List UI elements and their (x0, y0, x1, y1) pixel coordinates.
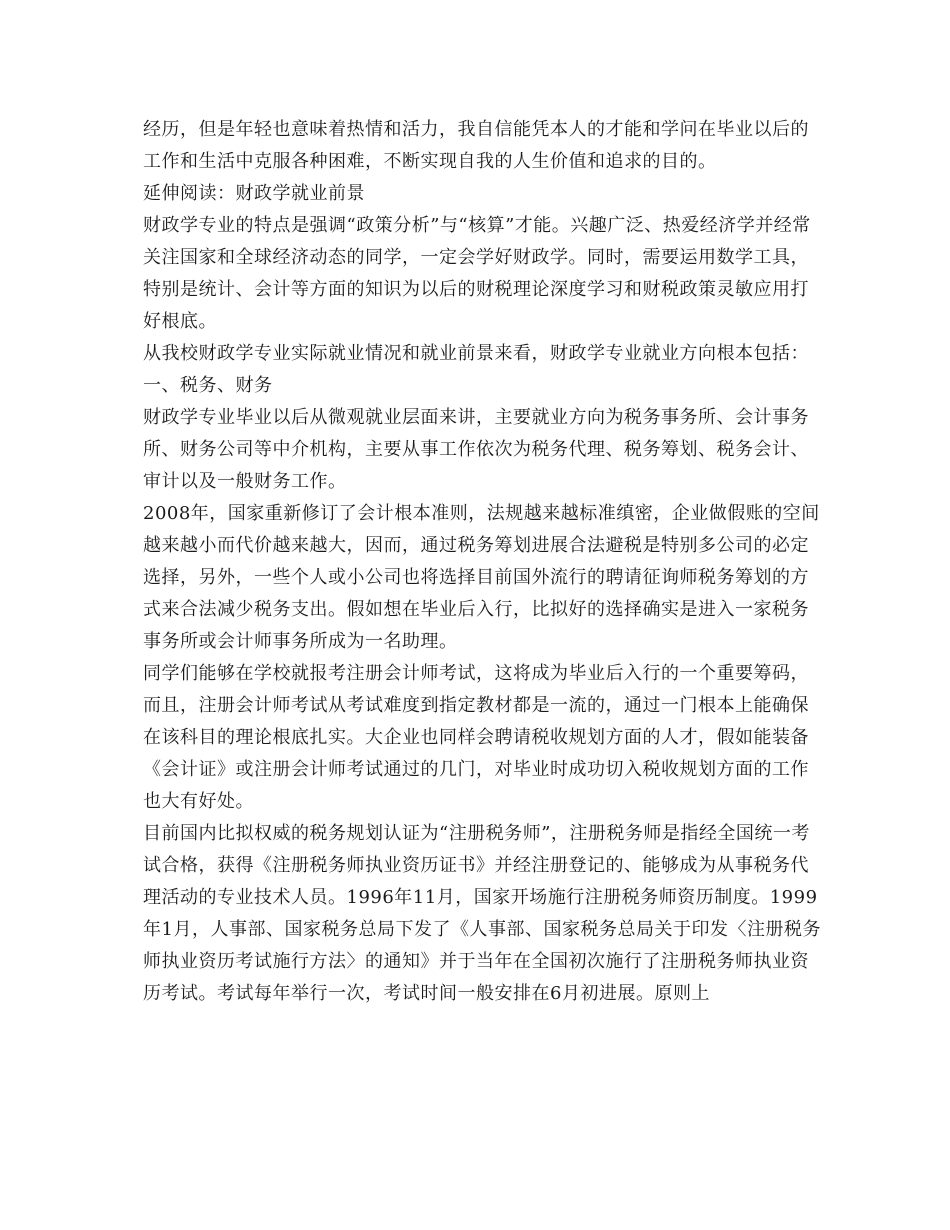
document-body (143, 114, 823, 1010)
section-heading-extended-reading: 延伸阅读：财政学就业前景 (143, 183, 365, 204)
paragraph-employment-directions: 从我校财政学专业实际就业情况和就业前景来看，财政学专业就业方向根本包括： (143, 343, 809, 364)
paragraph-intro-continuation: 经历，但是年轻也意味着热情和活力，我自信能凭本人的才能和学问在毕业以后的工作和生活中克服各种困难，不断实现自我的人生价值和追求的目的。 (143, 119, 809, 172)
paragraph-2008-standards: 2008年，国家重新修订了会计根本准则，法规越来越标准缜密，企业做假账的空间越来越小而代价越来越大，因而，通过税务筹划进展合法避税是特别多公司的必定选择，另外，一些个人或小公司也将选择目前国外流行的聘请征询师税务筹划的方式来合法减少税务支出。假如想在毕业后入行，比拟好的选择确实是进入一家税务事务所或会计师事务所成为一名助理。 (143, 503, 820, 652)
paragraph-cpa-exam: 同学们能够在学校就报考注册会计师考试，这将成为毕业后入行的一个重要筹码，而且，注册会计师考试从考试难度到指定教材都是一流的，通过一门根本上能确保在该科目的理论根底扎实。大企业也同样会聘请税收规划方面的人才，假如能装备《会计证》或注册会计师考试通过的几门，对毕业时成功切入税收规划方面的工作也大有好处。 (143, 663, 809, 812)
paragraph-micro-employment: 财政学专业毕业以后从微观就业层面来讲，主要就业方向为税务事务所、会计事务所、财务公司等中介机构，主要从事工作依次为税务代理、税务筹划、税务会计、审计以及一般财务工作。 (143, 407, 809, 492)
subheading-tax-finance: 一、税务、财务 (143, 375, 273, 396)
paragraph-major-characteristics: 财政学专业的特点是强调“政策分析”与“核算”才能。兴趣广泛、热爱经济学并经常关注国家和全球经济动态的同学，一定会学好财政学。同时，需要运用数学工具，特别是统计、会计等方面的知识为以后的财税理论深度学习和财税政策灵敏应用打好根底。 (143, 215, 811, 332)
paragraph-certified-tax-agent: 目前国内比拟权威的税务规划认证为“注册税务师”，注册税务师是指经全国统一考试合格，获得《注册税务师执业资历证书》并经注册登记的、能够成为从事税务代理活动的专业技术人员。1996年11月，国家开场施行注册税务师资历制度。1999年1月，人事部、国家税务总局下发了《人事部、国家税务总局关于印发〈注册税务师执业资历考试施行方法〉的通知》并于当年在全国初次施行了注册税务师执业资历考试。考试每年举行一次，考试时间一般安排在6月初进展。原则上 (143, 823, 821, 1004)
